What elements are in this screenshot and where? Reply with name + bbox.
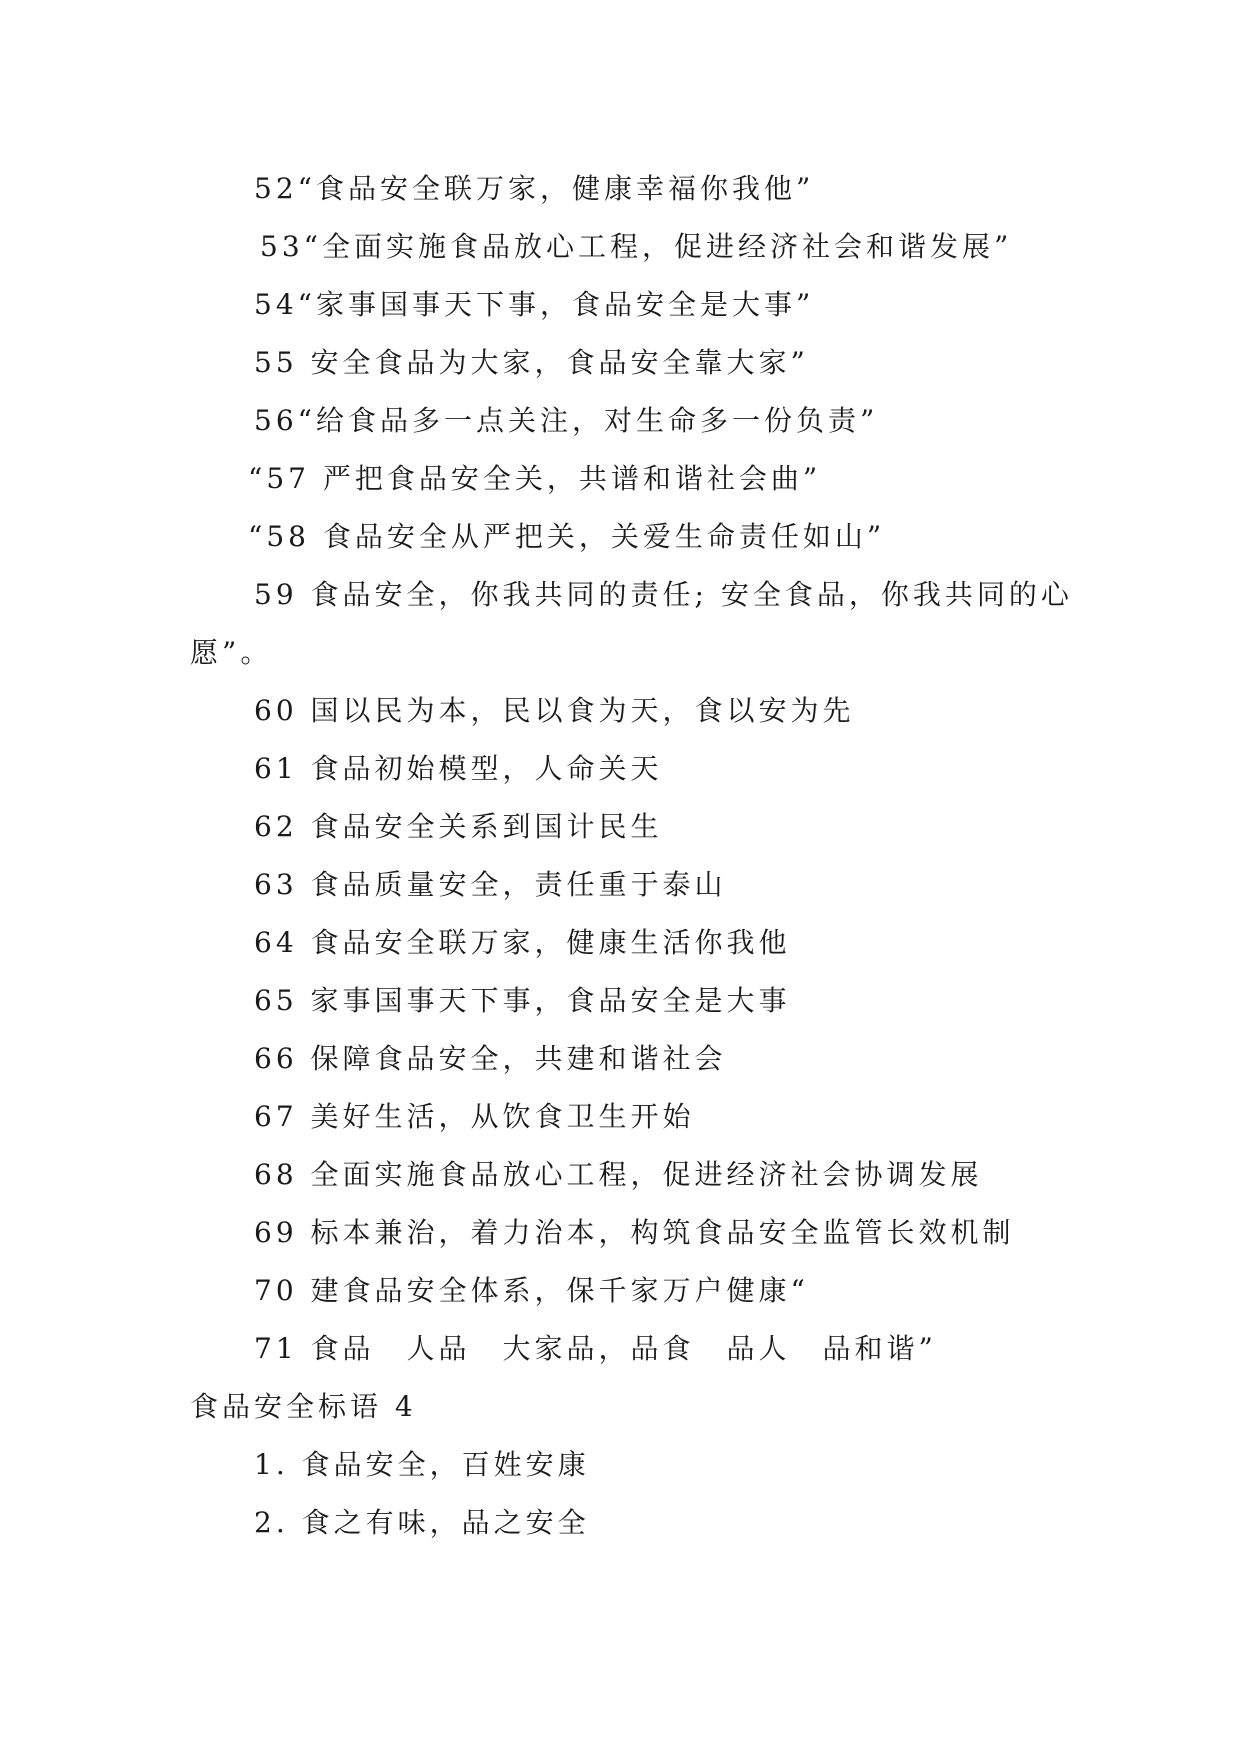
- section-item: 1. 食品安全，百姓安康: [254, 1448, 590, 1481]
- slogan-line: 64 食品安全联万家，健康生活你我他: [254, 926, 791, 959]
- slogan-line: 71 食品 人品 大家品，品食 品人 品和谐”: [254, 1332, 937, 1365]
- slogan-line: 69 标本兼治，着力治本，构筑食品安全监管长效机制: [254, 1216, 1015, 1249]
- slogan-line: 56“给食品多一点关注，对生命多一份负责”: [254, 404, 879, 437]
- slogan-line: 65 家事国事天下事，食品安全是大事: [254, 984, 791, 1017]
- slogan-line: 70 建食品安全体系，保千家万户健康“: [254, 1274, 809, 1307]
- slogan-line: 62 食品安全关系到国计民生: [254, 810, 663, 843]
- section-title: 食品安全标语 4: [190, 1390, 417, 1423]
- slogan-line: 63 食品质量安全，责任重于泰山: [254, 868, 727, 901]
- slogan-line: 66 保障食品安全，共建和谐社会: [254, 1042, 727, 1075]
- slogan-line: 53“全面实施食品放心工程，促进经济社会和谐发展”: [260, 230, 1013, 263]
- slogan-line: 60 国以民为本，民以食为天，食以安为先: [254, 694, 855, 727]
- document-body: [190, 160, 1090, 1552]
- slogan-line: 61 食品初始模型，人命关天: [254, 752, 663, 785]
- slogan-line: “57 严把食品安全关，共谱和谐社会曲”: [248, 462, 822, 495]
- slogan-line: 52“食品安全联万家，健康幸福你我他”: [254, 172, 815, 205]
- slogan-line: “58 食品安全从严把关，关爱生命责任如山”: [248, 520, 886, 553]
- slogan-line: 67 美好生活，从饮食卫生开始: [254, 1100, 695, 1133]
- section-item: 2. 食之有味，品之安全: [254, 1506, 590, 1539]
- slogan-line-wrapped: 59 食品安全，你我共同的责任; 安全食品，你我共同的心愿”。: [190, 578, 1073, 669]
- slogan-line: 55 安全食品为大家，食品安全靠大家”: [254, 346, 809, 379]
- slogan-line: 54“家事国事天下事，食品安全是大事”: [254, 288, 815, 321]
- slogan-line: 68 全面实施食品放心工程，促进经济社会协调发展: [254, 1158, 983, 1191]
